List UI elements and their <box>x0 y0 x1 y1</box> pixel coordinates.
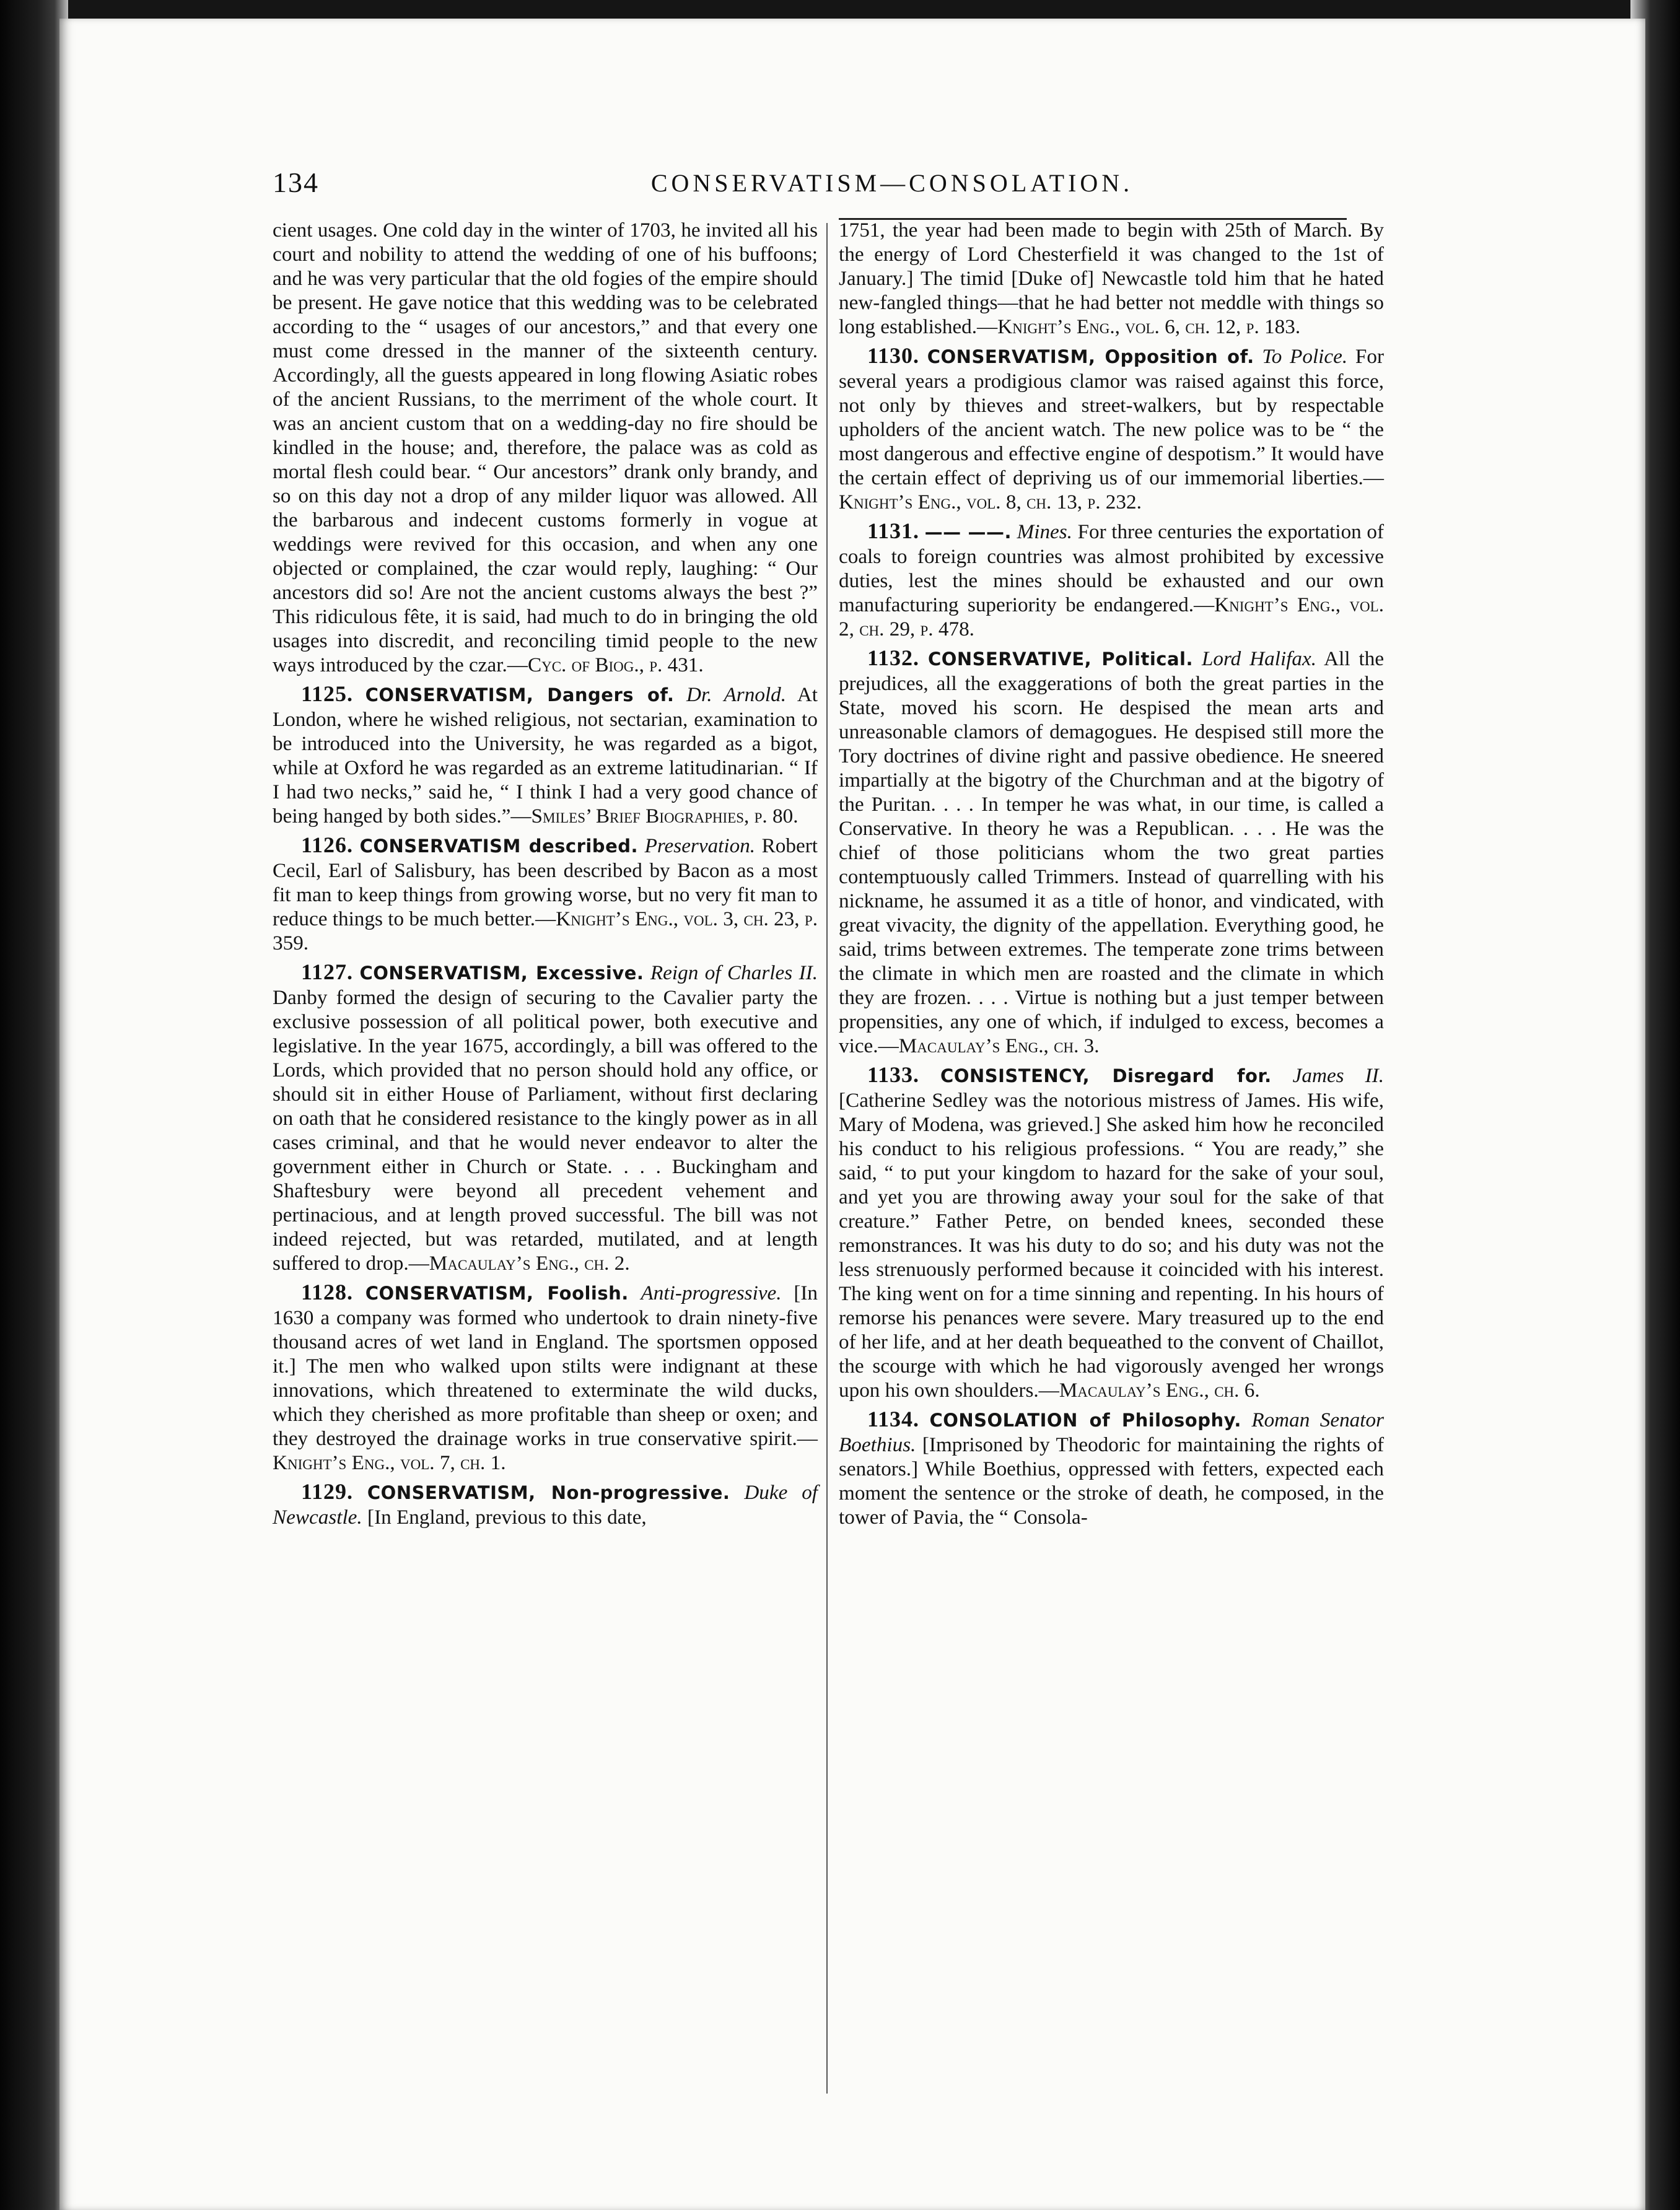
continued-body: cient usages. One cold day in the winter of 1703, he invited all his court and nobility to attend the wedding of one of his buffoons; and he was very particular that the old fogies of the empire should be present. He gave notice that this wedding was to be celebrated according to the “ usages of our ancestors,” and that every one must come dressed in the manner of the sixteenth century. Accordingly, all the guests appeared in long flowing Asiatic robes of the ancient Russians, to the merriment of the whole court. It was an ancient custom that on a wedding-day no fire should be kindled in the house; and, therefore, the palace was as cold as mortal flesh could bear. “ Our ancestors” drank only brandy, and so on this day not a drop of any milder liquor was allowed. All the barbarous and indecent customs formerly in vogue at weddings were revived for this occasion, and when any one objected or complained, the czar would reply, laughing: “ Our ancestors did so! Are not the ancient customs always the best ?” This ridiculous fête, it is said, had much to do in bringing the old usages into discredit, and reconciling timid people to the new ways introduced by the czar.— <box>273 219 818 676</box>
entry-subject: Roman Senator Boethius. <box>839 1409 1384 1456</box>
entry-heading: CONSERVATISM, Dangers of. <box>365 684 675 705</box>
page-header <box>273 166 1375 206</box>
entry-heading: CONSERVATISM, Foolish. <box>365 1283 629 1304</box>
entry-text: [Catherine Sedley was the notorious mistress of James. His wife, Mary of Modena, was grieved.] She asked him how he reconciled his conduct to his religious professions. “ You are ready,” she said, “ to put your kingdom to hazard for the sake of your soul, and yet you are throwing away your soul for the sake of that creature.” Father Petre, on bended knees, seconded these remonstrances. It was his duty to do so; and his duty was not the less strenuously performed because it coincided with his interest. The king went on for a time sinning and repenting. In his hours of remorse his penances were severe. Mary treasured up to the end of her life, and at her death bequeathed to the convent of Chaillot, the scourge with which he had vigorously avenged her wrongs upon his own shoulders.— <box>839 1089 1384 1402</box>
entry-1134 <box>839 1407 1384 1529</box>
entry-1128 <box>273 1280 818 1475</box>
source-citation: Knight’s Eng., vol. 8, ch. 13, p. 232. <box>839 491 1142 513</box>
page-number: 134 <box>273 167 319 198</box>
entry-number: 1130. <box>867 343 920 368</box>
entry-1131 <box>839 519 1384 641</box>
source-citation: Smiles’ Brief Biographies, p. 80. <box>531 805 798 828</box>
entry-1132 <box>839 646 1384 1058</box>
entry-1125 <box>273 682 818 828</box>
entry-number: 1133. <box>867 1062 920 1087</box>
source-citation: Cyc. of Biog., p. 431. <box>527 653 704 676</box>
entry-subject: Anti-progressive. <box>641 1282 782 1304</box>
entry-1133 <box>839 1063 1384 1402</box>
entry-number: 1129. <box>301 1479 354 1504</box>
entry-1126 <box>273 833 818 955</box>
right-column <box>839 218 1384 1529</box>
entry-heading: CONSERVATISM described. <box>359 836 639 857</box>
entry-1129 <box>273 1480 818 1529</box>
entry-text: For three centuries the exportation of coals to foreign countries was almost prohibited by excessive duties, lest the mines should be exhausted and our own manufacturing superiority be endangered.— <box>839 520 1384 616</box>
scan-border-top <box>0 0 1680 21</box>
scan-border-left <box>0 0 68 2210</box>
entry-heading: CONSISTENCY, Disregard for. <box>940 1065 1272 1086</box>
entry-number: 1127. <box>301 959 354 984</box>
entry-number: 1132. <box>867 645 920 670</box>
entry-text: [Imprisoned by Theodoric for maintaining the rights of senators.] While Boethius, oppressed with fetters, expected each moment the sentence or the stroke of death, he composed, in the tower of Pavia, the “ Consola- <box>839 1433 1384 1529</box>
entry-text: Robert Cecil, Earl of Salisbury, has been described by Bacon as a most fit man to keep things from growing worse, but no very fit man to reduce things to be much better.— <box>273 834 818 930</box>
source-citation: Macaulay’s Eng., ch. 6. <box>1059 1379 1260 1402</box>
entry-number: 1131. <box>867 518 920 543</box>
source-citation: Macaulay’s Eng., ch. 2. <box>429 1252 630 1275</box>
continued-text <box>839 218 1384 339</box>
entry-text: [In 1630 a company was formed who undertook to drain ninety-five thousand acres of wet land in England. The sportsmen opposed it.] The men who walked upon stilts were indignant at these innovations, which threatened to exterminate the wild ducks, which they cherished as more profitable than sheep or oxen; and they destroyed the drainage works in true conservative spirit.— <box>273 1282 818 1450</box>
entry-text: All the prejudices, all the exaggerations of both the great parties in the State, moved his scorn. He despised the mean arts and unreasonable clamors of demagogues. He despised still more the Tory doctrines of divine right and passive obedience. He sneered impartially at the bigotry of the Churchman and at the bigotry of the Puritan. . . . In temper he was what, in our time, is called a Conservative. In theory he was a Republican. . . . He was the chief of those politicians whom the two great parties contemptuously called Trimmers. Instead of quarrelling with his nickname, he assumed it as a title of honor, and vindicated, with great vivacity, the dignity of the appellation. Everything good, he said, trims between extremes. The temperate zone trims between the climate in which men are roasted and the climate in which they are frozen. . . . Virtue is nothing but a just temper between propensities, any one of which, if indulged to excess, becomes a vice.— <box>839 647 1385 1057</box>
source-citation: Knight’s Eng., vol. 2, ch. 29, p. 478. <box>839 593 1384 640</box>
continued-text <box>273 218 818 677</box>
entry-number: 1128. <box>301 1280 354 1304</box>
continued-body: 1751, the year had been made to begin with 25th of March. By the energy of Lord Chesterfield it was changed to the 1st of January.] The timid [Duke of] Newcastle told him that he hated new-fangled things—that he had better not meddle with things so long established.— <box>839 219 1384 338</box>
entry-1130 <box>839 344 1384 514</box>
entry-number: 1134. <box>867 1407 920 1431</box>
entry-subject: To Police. <box>1262 345 1348 368</box>
source-citation: Knight’s Eng., vol. 6, ch. 12, p. 183. <box>997 315 1301 338</box>
source-citation: Macaulay’s Eng., ch. 3. <box>898 1034 1100 1057</box>
source-citation: Knight’s Eng., vol. 7, ch. 1. <box>273 1451 506 1474</box>
entry-subject: Reign of Charles II. <box>650 961 818 984</box>
entry-subject: Mines. <box>1017 520 1072 543</box>
column-divider <box>826 223 828 2094</box>
entry-heading: CONSOLATION of Philosophy. <box>929 1410 1241 1431</box>
entry-subject: Dr. Arnold. <box>686 683 787 706</box>
entry-number: 1126. <box>301 832 354 857</box>
entry-1127 <box>273 960 818 1275</box>
entry-heading: CONSERVATIVE, Political. <box>927 649 1194 670</box>
entry-subject: Duke of Newcastle. <box>273 1481 818 1529</box>
entry-subject: Lord Halifax. <box>1201 647 1317 670</box>
running-head: CONSERVATISM—CONSOLATION. <box>650 169 1134 197</box>
entry-subject: James II. <box>1292 1064 1385 1087</box>
entry-subject: Preservation. <box>644 834 756 857</box>
entry-heading: CONSERVATISM, Excessive. <box>359 963 644 984</box>
entry-heading: CONSERVATISM, Non-progressive. <box>367 1482 730 1503</box>
entry-text: [In England, previous to this date, <box>367 1506 647 1529</box>
entry-text: At London, where he wished religious, not sectarian, examination to be introduced into the University, he was regarded as a bigot, while at Oxford he was regarded as an extreme latitudinarian. “ If I had two necks,” said he, “ I think I had a very good chance of being hanged by both sides.”— <box>273 683 818 828</box>
entry-number: 1125. <box>301 681 354 706</box>
entry-text: Danby formed the design of securing to the Cavalier party the exclusive possession of all political power, both executive and legislative. In the year 1675, accordingly, a bill was offered to the Lords, which provided that no person should hold any office, or should sit in either House of Parliament, without first declaring on oath that he considered resistance to the kingly power as in all cases criminal, and that he would never endeavor to alter the government either in Church or State. . . . Buckingham and Shaftesbury were beyond all precedent vehement and pertinacious, and at length proved successful. The bill was not indeed rejected, but was retarded, mutilated, and at length suffered to drop.— <box>273 986 818 1275</box>
entry-text: For several years a prodigious clamor was raised against this force, not only by thieves and street-walkers, but by respectable upholders of the ancient watch. The new police was to be “ the most dangerous and effective engine of despotism.” It would have the certain effect of depriving us of our immemorial liberties.— <box>839 345 1384 489</box>
source-citation: Knight’s Eng., vol. 3, ch. 23, p. 359. <box>273 907 818 954</box>
left-column <box>273 218 818 1529</box>
entry-heading: CONSERVATISM, Opposition of. <box>927 346 1254 367</box>
entry-heading: —— ——. <box>924 522 1012 543</box>
